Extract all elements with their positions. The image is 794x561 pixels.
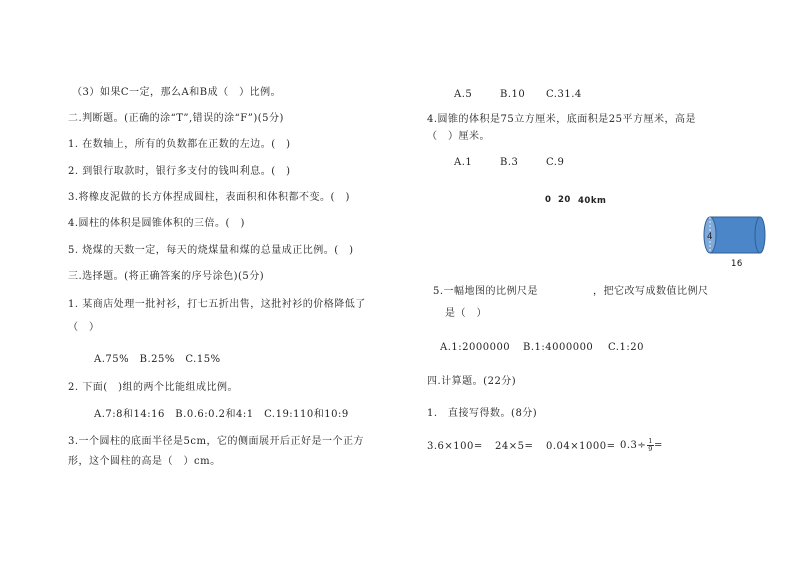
choice-5-line2: 是（ ） bbox=[445, 308, 487, 319]
choice-4-line1: 4.圆锥的体积是75立方厘米，底面积是25平方厘米，高是 bbox=[427, 114, 696, 125]
calc-item-3: 0.04×1000= bbox=[546, 441, 616, 452]
choice-5-option-a: A.1:2000000 bbox=[440, 342, 511, 353]
judge-item-3: 3.将橡皮泥做的长方体捏成圆柱，表面积和体积都不变。( ) bbox=[68, 192, 350, 203]
choice-3-option-b: B.10 bbox=[500, 89, 526, 100]
judge-item-2: 2. 到银行取款时，银行多支付的钱叫利息。( ) bbox=[68, 166, 291, 177]
calc-item-4-equals: = bbox=[653, 440, 663, 451]
scale-label-0: 0 bbox=[545, 195, 552, 205]
scale-label-20: 20 bbox=[558, 195, 571, 205]
calc-item-1: 3.6×100= bbox=[427, 441, 483, 452]
choice-5-line1-b: ，把它改写成数值比例尺 bbox=[593, 286, 709, 297]
choice-4-line2: （ ）厘米。 bbox=[427, 131, 490, 142]
section3-title: 三.选择题。(将正确答案的序号涂色)(5分) bbox=[68, 271, 265, 282]
choice-2-text: 2. 下面( )组的两个比能组成比例。 bbox=[68, 382, 239, 393]
fraction-numerator: 1 bbox=[648, 437, 653, 445]
judge-item-4: 4.圆柱的体积是圆锥体积的三倍。( ) bbox=[68, 218, 245, 229]
judge-item-1: 1. 在数轴上，所有的负数都在正数的左边。( ) bbox=[68, 139, 291, 150]
choice-3-option-a: A.5 bbox=[454, 89, 473, 100]
choice-1-options: A.75% B.25% C.15% bbox=[94, 354, 221, 365]
fraction bbox=[647, 438, 654, 453]
cylinder-length-label: 16 bbox=[731, 259, 743, 269]
calc-item-4 bbox=[620, 437, 663, 455]
choice-3-line2: 形，这个圆柱的高是（ ）cm。 bbox=[68, 456, 221, 467]
cylinder-body bbox=[710, 217, 760, 253]
calc-1-title: 1. 直接写得数。(8分) bbox=[427, 408, 538, 419]
choice-1-line1: 1. 某商店处理一批衬衫，打七五折出售，这批衬衫的价格降低了 bbox=[68, 299, 366, 310]
calc-item-4-text: 0.3÷ bbox=[620, 440, 647, 451]
cylinder-height-label: 4 bbox=[707, 232, 713, 242]
q3-text: （3）如果C一定，那么A和B成（ ）比例。 bbox=[72, 87, 282, 98]
choice-4-option-a: A.1 bbox=[454, 157, 473, 168]
judge-item-5: 5. 烧煤的天数一定，每天的烧煤量和煤的总量成正比例。( ) bbox=[68, 245, 354, 256]
fraction-denominator: 9 bbox=[648, 445, 653, 453]
choice-5-option-c: C.1:20 bbox=[608, 342, 644, 353]
cylinder-right-end bbox=[755, 217, 765, 253]
choice-5-option-b: B.1:4000000 bbox=[523, 342, 594, 353]
calc-item-2: 24×5= bbox=[495, 441, 534, 452]
choice-2-options: A.7:8和14:16 B.0.6:0.2和4:1 C.19:110和10:9 bbox=[94, 409, 349, 420]
choice-3-option-c: C.31.4 bbox=[546, 89, 582, 100]
scale-label-40km: 40km bbox=[578, 196, 607, 206]
choice-5-line1-a: 5.一幅地图的比例尺是 bbox=[433, 286, 539, 297]
choice-3-line1: 3.一个圆柱的底面半径是5cm，它的侧面展开后正好是一个正方 bbox=[68, 436, 364, 447]
section2-title: 二.判断题。(正确的涂“T”,错误的涂“F”)(5分) bbox=[68, 113, 284, 124]
section4-title: 四.计算题。(22分) bbox=[427, 376, 517, 387]
choice-4-option-b: B.3 bbox=[500, 157, 519, 168]
choice-4-option-c: C.9 bbox=[546, 157, 565, 168]
choice-1-line2: （ ） bbox=[68, 322, 100, 333]
